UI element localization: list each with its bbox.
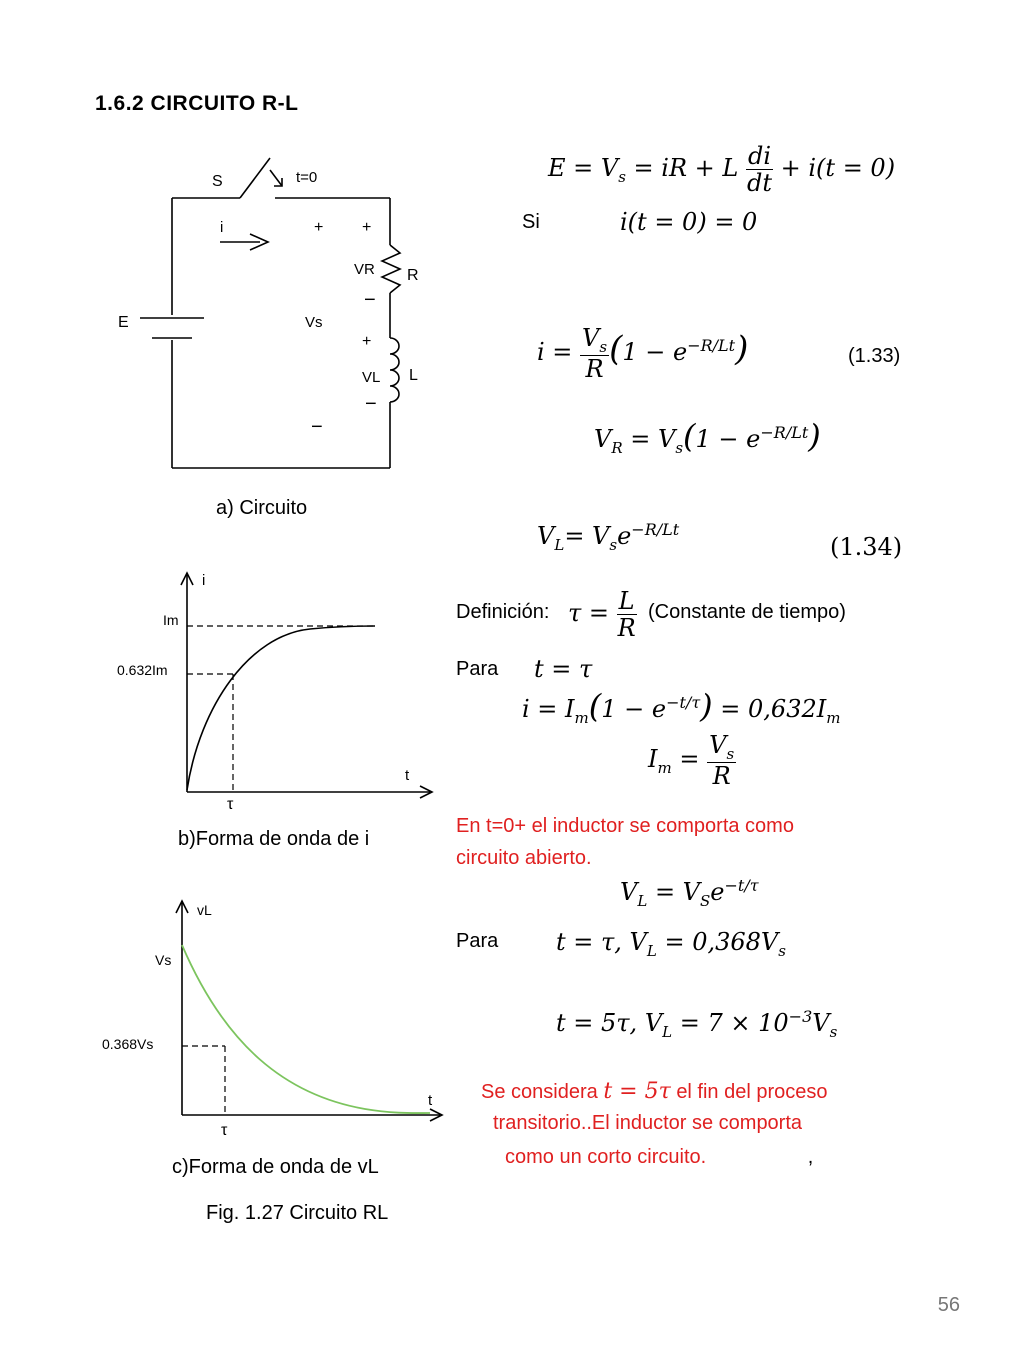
equation-number: (1.34) <box>830 533 903 561</box>
vl-at-5tau-equation: t = 5τ, $V_L = 7 \times 10^{-3}V_s$ <box>556 1007 838 1041</box>
minus-sign: − <box>365 393 377 415</box>
plus-sign: + <box>362 333 372 350</box>
resistor-voltage-equation: $V_R = V_s(1 - e^{-R/Lt})$ <box>594 417 821 457</box>
time-label: t=0 <box>296 169 318 186</box>
vl-label: VL <box>362 369 381 386</box>
rl-circuit-diagram <box>100 150 440 480</box>
section-title: 1.6.2 CIRCUITO R-L <box>95 92 299 115</box>
tau-label: τ <box>227 796 234 813</box>
switch-blade <box>240 158 270 198</box>
inductor-symbol <box>390 338 399 402</box>
source-label: E <box>118 314 129 331</box>
current-label: i <box>220 219 224 236</box>
plus-sign: + <box>362 219 372 236</box>
conclusion-line: como un corto circuito. , <box>505 1146 814 1168</box>
para-label: Para <box>456 658 499 680</box>
kvl-equation: $E = V_s$ = iR + L $\frac{di}{dt}$ + i(t = 0) <box>548 142 896 198</box>
current-waveform-graph <box>100 565 445 815</box>
voltage-decay-curve <box>182 945 430 1113</box>
level-label: 0.368Vs <box>102 1036 154 1052</box>
time-constant-equation: τ = $\frac{L}{R}$ <box>568 587 636 643</box>
vl-at-tau-equation: t = τ, $V_L = 0,368V_s$ <box>556 928 786 960</box>
vr-label: VR <box>354 261 375 278</box>
minus-sign: − <box>364 289 376 311</box>
t-equals-tau: t = τ <box>534 655 593 683</box>
current-solution-equation: i = $\frac{V_s}{R}$ $(1 - e^{-R/Lt})$ <box>537 324 749 384</box>
si-label: Si <box>522 211 540 233</box>
equation-number: (1.33) <box>848 345 901 367</box>
tau-label: τ <box>221 1122 228 1139</box>
definition-label: Definición: <box>456 601 550 623</box>
inductor-label: L <box>409 367 418 384</box>
switch-label: S <box>212 173 223 190</box>
y-axis-label: vL <box>197 902 212 918</box>
current-curve <box>187 626 375 790</box>
current-at-tau-equation: $i = I_m(1 - e^{-t/\tau}) = 0,632I_m$ <box>522 687 841 727</box>
x-axis-label: t <box>405 767 410 784</box>
figure-caption: Fig. 1.27 Circuito RL <box>206 1202 389 1224</box>
page-number: 56 <box>937 1294 960 1316</box>
resistor-label: R <box>407 267 419 284</box>
current-graph-caption: b)Forma de onda de i <box>178 828 370 850</box>
resistor-symbol <box>382 245 400 293</box>
conclusion-line: transitorio..El inductor se comporta <box>493 1112 803 1134</box>
im-equation: $I_m$ = $\frac{V_s}{R}$ <box>648 731 735 791</box>
y-axis-label: i <box>202 572 206 589</box>
circuit-caption: a) Circuito <box>216 497 308 519</box>
definition-text: (Constante de tiempo) <box>648 601 846 623</box>
voltage-graph-caption: c)Forma de onda de vL <box>172 1156 379 1178</box>
plus-sign: + <box>314 219 324 236</box>
open-circuit-note: circuito abierto. <box>456 847 592 869</box>
inductor-voltage-graph <box>95 895 445 1145</box>
para-label: Para <box>456 930 499 952</box>
vs-level-label: Vs <box>155 952 172 968</box>
level-label: 0.632Im <box>117 662 168 678</box>
inductor-voltage-equation: $V_L= V_se^{-R/Lt}$ <box>537 520 680 554</box>
initial-condition-equation: i(t = 0) = 0 <box>620 208 758 236</box>
conclusion-line: Se considera t = 5τ el fin del proceso <box>481 1079 828 1104</box>
vl-decay-equation: $V_L = V_Se^{-t/\tau}$ <box>620 876 759 910</box>
x-axis-label: t <box>428 1092 433 1109</box>
vs-label: Vs <box>305 314 323 331</box>
open-circuit-note: En t=0+ el inductor se comporta como <box>456 815 794 837</box>
im-label: Im <box>163 612 179 628</box>
minus-sign: − <box>311 416 323 438</box>
